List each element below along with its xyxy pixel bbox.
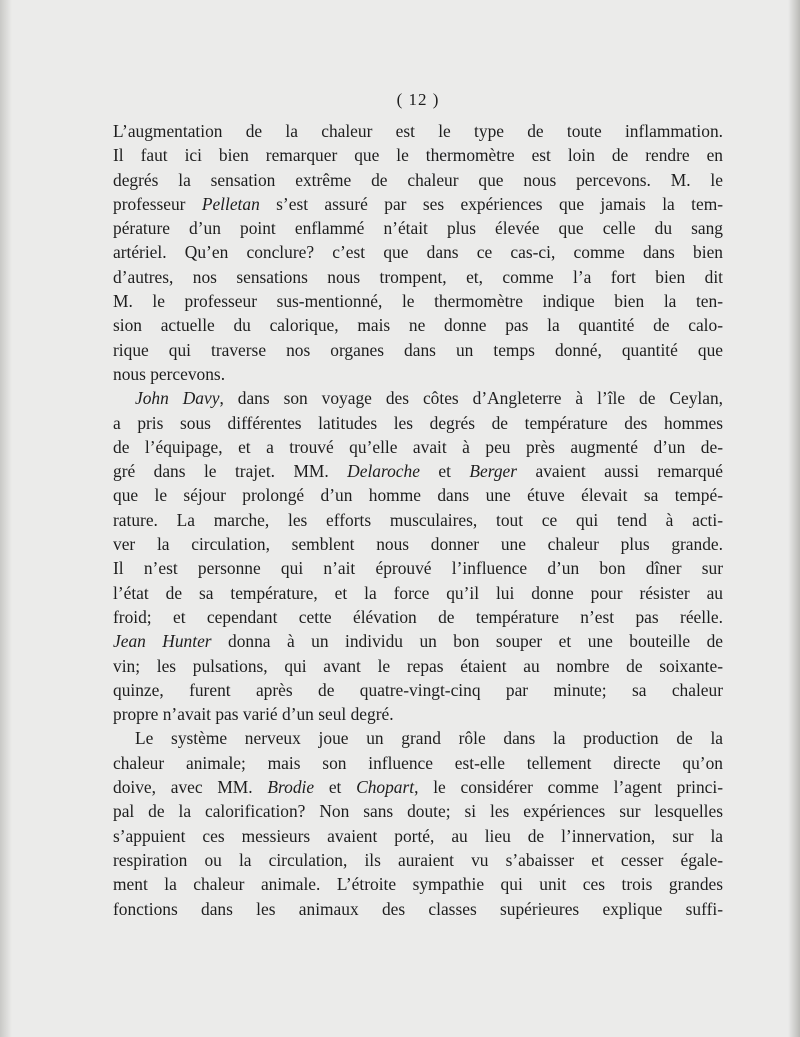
text-line: d’autres, nos sensations nous trompent, et, comme l’a fort bien dit (113, 266, 723, 287)
text-line: vin; les pulsations, qui avant le repas étaient au nombre de soixante- (113, 655, 723, 676)
italic-name: John Davy (135, 388, 220, 409)
text-line: rique qui traverse nos organes dans un temps donné, quantité que (113, 339, 723, 360)
body-text (113, 119, 723, 921)
text-segment: doive, avec MM. (113, 777, 268, 798)
text-segment: s’est assuré par ses expériences que jamais la tem- (259, 193, 724, 214)
text-line: pal de la calorification? Non sans doute; si les expériences sur lesquelles (113, 801, 723, 822)
paragraph (113, 726, 723, 920)
text-line (113, 629, 723, 653)
book-page (113, 88, 723, 921)
text-line (113, 192, 723, 216)
italic-name: Delaroche (347, 461, 420, 482)
text-segment: gré dans le trajet. MM. (113, 461, 348, 482)
text-line: respiration ou la circulation, ils auraient vu s’abaisser et cesser égale- (113, 849, 723, 870)
text-line: chaleur animale; mais son influence est-elle tellement directe qu’on (113, 752, 723, 773)
text-segment: , dans son voyage des côtes d’Angleterre à l’île de Ceylan, (219, 388, 723, 409)
paragraph (113, 386, 723, 726)
text-line: ver la circulation, semblent nous donner une chaleur plus grande. (113, 534, 723, 555)
text-line: de l’équipage, et a trouvé qu’elle avait à peu près augmenté d’un de- (113, 436, 723, 457)
text-line: l’état de sa température, et la force qu’il lui donne pour résister au (113, 582, 723, 603)
text-line: artériel. Qu’en conclure? c’est que dans ce cas-ci, comme dans bien (113, 242, 723, 263)
text-line: que le séjour prolongé d’un homme dans une étuve élevait sa tempé- (113, 485, 723, 506)
page-number: ( 12 ) (396, 90, 440, 109)
text-line: Il n’est personne qui n’ait éprouvé l’influence d’un bon dîner sur (113, 558, 723, 579)
text-line: M. le professeur sus-mentionné, le thermomètre indique bien la ten- (113, 291, 723, 312)
text-segment: , le considérer comme l’agent princi- (414, 777, 724, 798)
text-segment: avaient aussi remarqué (517, 461, 723, 482)
scan-right-edge (788, 0, 800, 1037)
text-segment: et (314, 777, 357, 798)
text-line: fonctions dans les animaux des classes supérieures explique suffi- (113, 898, 723, 919)
paragraph (113, 119, 723, 386)
text-line: Il faut ici bien remarquer que le thermomètre est loin de rendre en (113, 145, 723, 166)
text-line: pérature d’un point enflammé n’était plus élevée que celle du sang (113, 218, 723, 239)
text-line (113, 386, 723, 410)
text-line: s’appuient ces messieurs avaient porté, au lieu de l’innervation, sur la (113, 825, 723, 846)
text-line: froid; et cependant cette élévation de température n’est pas réelle. (113, 606, 723, 627)
italic-name: Jean Hunter (113, 631, 212, 652)
text-line (113, 459, 723, 483)
text-line: Le système nerveux joue un grand rôle dans la production de la (135, 728, 723, 749)
text-line: propre n’avait pas varié d’un seul degré. (113, 704, 394, 725)
text-line: a pris sous différentes latitudes les degrés de température des hommes (113, 412, 723, 433)
text-line: ment la chaleur animale. L’étroite sympathie qui unit ces trois grandes (113, 874, 723, 895)
text-line: rature. La marche, les efforts musculaires, tout ce qui tend à acti- (113, 509, 723, 530)
text-segment: professeur (113, 193, 202, 214)
italic-name: Berger (469, 461, 518, 482)
italic-name: Pelletan (201, 193, 260, 214)
text-line: degrés la sensation extrême de chaleur que nous percevons. M. le (113, 169, 723, 190)
text-line: nous percevons. (113, 363, 226, 384)
text-line (113, 775, 723, 799)
text-segment: et (419, 461, 470, 482)
italic-name: Brodie (267, 777, 315, 798)
text-line: L’augmentation de la chaleur est le type de toute inflammation. (113, 121, 723, 141)
text-line: quinze, furent après de quatre-vingt-cinq par minute; sa chaleur (113, 679, 723, 700)
scan-left-edge (0, 0, 12, 1037)
text-line: sion actuelle du calorique, mais ne donne pas la quantité de calo- (113, 315, 723, 336)
italic-name: Chopart (356, 777, 415, 798)
text-segment: donna à un individu un bon souper et une bouteille de (211, 631, 723, 652)
